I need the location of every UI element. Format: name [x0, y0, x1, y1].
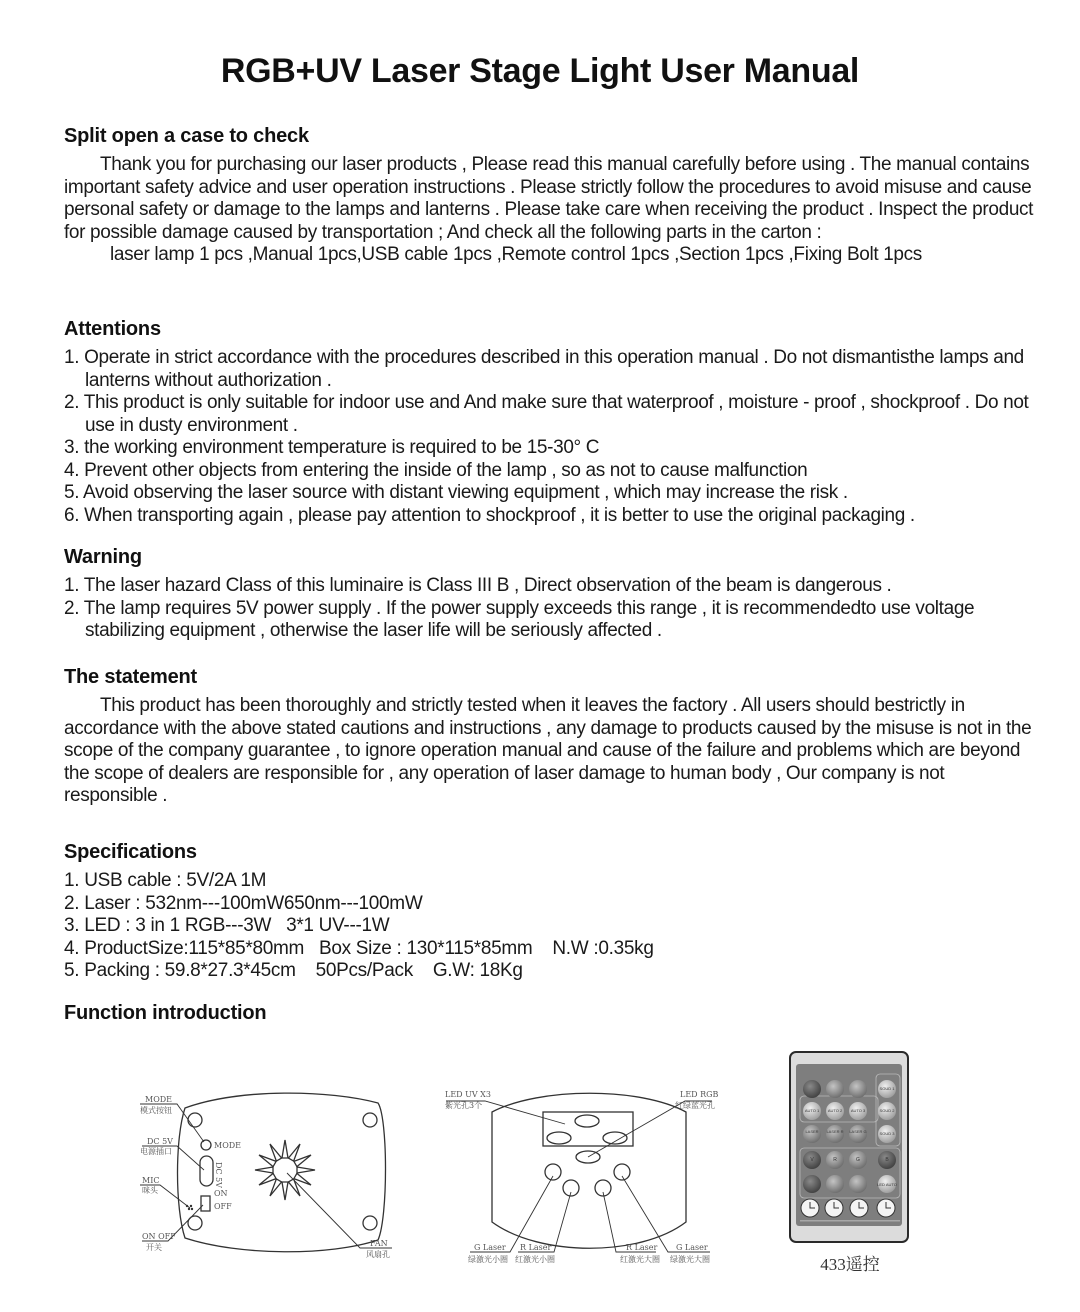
section-heading: Specifications: [64, 841, 197, 863]
svg-text:AUTO 3: AUTO 3: [850, 1108, 866, 1113]
spec-item: 2. Laser : 532nm---100mW650nm---100mW: [64, 892, 423, 914]
back-panel-diagram: [130, 1088, 400, 1263]
section-heading: Function introduction: [64, 1002, 267, 1024]
svg-text:AUTO 2: AUTO 2: [827, 1108, 843, 1113]
svg-text:SOUD 3: SOUD 3: [879, 1131, 895, 1136]
spec-item: 1. USB cable : 5V/2A 1M: [64, 870, 267, 891]
svg-text:R: R: [833, 1157, 837, 1163]
section-function: [64, 1002, 1039, 1031]
attention-item: 1. Operate in strict accordance with the procedures described in this operation manual . Do not dismantisthe lamps and lanterns without authorization .: [64, 347, 1024, 391]
svg-text:ON: ON: [214, 1189, 228, 1198]
attention-item: 5. Avoid observing the laser source with distant viewing equipment , which may increase the risk .: [64, 482, 848, 503]
section-heading: The statement: [64, 666, 197, 688]
svg-text:V: V: [810, 1157, 814, 1163]
svg-text:SOUD 2: SOUD 2: [879, 1108, 895, 1113]
attention-item: 3. the working environment temperature is required to be 15-30° C: [64, 437, 600, 458]
svg-text:绿激光小圈: 绿激光小圈: [468, 1255, 508, 1264]
section-attentions: [64, 318, 1039, 527]
svg-text:绿激光大圈: 绿激光大圈: [670, 1255, 710, 1264]
svg-text:红激光大圈: 红激光大圈: [620, 1255, 660, 1264]
section-statement: [64, 666, 1039, 808]
svg-text:红绿蓝光孔: 红绿蓝光孔: [675, 1101, 715, 1110]
svg-text:MIC: MIC: [142, 1176, 160, 1185]
svg-text:FAN: FAN: [370, 1239, 388, 1248]
spec-item: 3. LED : 3 in 1 RGB---3W 3*1 UV---1W: [64, 915, 390, 936]
statement-paragraph: This product has been thoroughly and strictly tested when it leaves the factory . All users should bestrictly in accordance with the above stated cautions and instructions , any damage to products caused by the misuse is not in the scope of the company guarantee , to ignore operation manual and cause of the failure and problems which are beyond the scope of dealers are responsible for , any operation of laser damage to human body , Our company is not responsible .: [64, 695, 1032, 806]
svg-text:G Laser: G Laser: [676, 1243, 708, 1252]
svg-text:咪头: 咪头: [142, 1186, 158, 1195]
svg-text:红激光小圈: 红激光小圈: [515, 1255, 555, 1264]
svg-text:R Laser: R Laser: [520, 1243, 552, 1252]
svg-text:LASER R: LASER R: [826, 1129, 844, 1134]
section-heading: Warning: [64, 546, 142, 568]
section-specifications: [64, 841, 1039, 983]
section-heading: Attentions: [64, 318, 161, 340]
svg-text:开关: 开关: [146, 1243, 162, 1252]
remote-caption: 433遥控: [820, 1255, 880, 1274]
section-heading: Split open a case to check: [64, 125, 309, 147]
svg-text:AUTO 1: AUTO 1: [804, 1108, 820, 1113]
unboxing-paragraph: Thank you for purchasing our laser products , Please read this manual carefully before using . The manual contains important safety advice and user operation instructions . Please strictly follow the procedures to avoid misuse and cause personal safety or damage to the lamps and lanterns . Please take care when receiving the product . Inspect the product for possible damage caused by transportation ; And check all the following parts in the carton :: [64, 154, 1034, 243]
warning-item: 2. The lamp requires 5V power supply . If the power supply exceeds this range , it is recommendedto use voltage stabilizing equipment , otherwise the laser life will be seriously affected .: [64, 597, 975, 641]
attention-item: 2. This product is only suitable for indoor use and And make sure that waterproof , moisture - proof , shockproof . Do not use in dusty environment .: [64, 392, 1029, 436]
svg-text:DC 5V: DC 5V: [147, 1137, 173, 1146]
svg-text:DC 5V: DC 5V: [214, 1162, 223, 1188]
svg-text:LASER G: LASER G: [849, 1129, 867, 1134]
parts-list: laser lamp 1 pcs ,Manual 1pcs,USB cable 1pcs ,Remote control 1pcs ,Section 1pcs ,Fixing Bolt 1pcs: [110, 244, 922, 265]
attention-item: 4. Prevent other objects from entering the inside of the lamp , so as not to cause malfunction: [64, 459, 808, 481]
warning-item: 1. The laser hazard Class of this luminaire is Class III B , Direct observation of the beam is dangerous .: [64, 575, 892, 596]
svg-text:G: G: [856, 1157, 860, 1163]
svg-text:LASER: LASER: [805, 1129, 819, 1134]
attention-item: 6. When transporting again , please pay attention to shockproof , it is better to use the original packaging .: [64, 504, 915, 526]
svg-text:风扇孔: 风扇孔: [366, 1250, 390, 1259]
svg-text:SOUD 1: SOUD 1: [879, 1086, 895, 1091]
svg-text:MODE: MODE: [214, 1141, 242, 1150]
svg-text:LED UV X3: LED UV X3: [445, 1090, 491, 1099]
svg-text:R Laser: R Laser: [626, 1243, 658, 1252]
section-warning: [64, 546, 1039, 643]
svg-text:电源插口: 电源插口: [140, 1147, 172, 1156]
svg-text:OFF: OFF: [214, 1202, 232, 1211]
svg-text:LED RGB: LED RGB: [680, 1090, 719, 1099]
document-title: RGB+UV Laser Stage Light User Manual: [220, 52, 860, 90]
svg-text:LED AUTO: LED AUTO: [877, 1182, 897, 1187]
spec-item: 5. Packing : 59.8*27.3*45cm 50Pcs/Pack G.W: 18Kg: [64, 960, 523, 981]
svg-text:B: B: [885, 1157, 889, 1163]
svg-text:MODE: MODE: [145, 1095, 173, 1104]
spec-item: 4. ProductSize:115*85*80mm Box Size : 130*115*85mm N.W :0.35kg: [64, 937, 654, 959]
svg-text:G Laser: G Laser: [474, 1243, 506, 1252]
front-panel-diagram: [440, 1082, 730, 1272]
svg-text:模式按钮: 模式按钮: [140, 1106, 172, 1115]
svg-text:ON OFF: ON OFF: [142, 1232, 176, 1241]
section-unboxing: [64, 125, 1039, 267]
svg-text:紫光孔3个: 紫光孔3个: [445, 1101, 483, 1110]
remote-control-image: [788, 1050, 912, 1246]
